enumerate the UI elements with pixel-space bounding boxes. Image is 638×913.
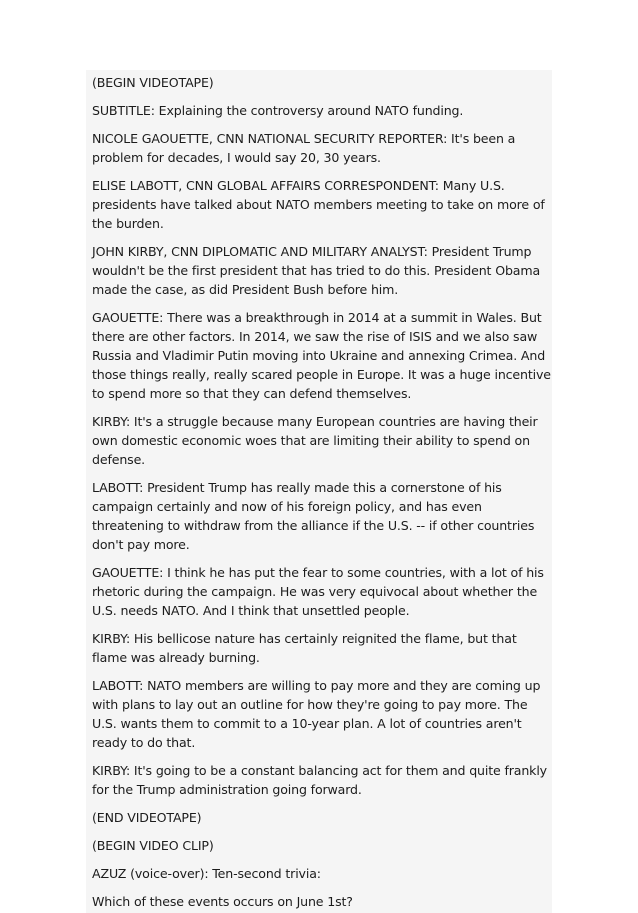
transcript-paragraph: (BEGIN VIDEO CLIP) xyxy=(92,838,214,853)
transcript-paragraph: KIRBY: His bellicose nature has certainly reignited the flame, but that flame was already burning. xyxy=(92,631,517,665)
transcript-paragraph: LABOTT: NATO members are willing to pay more and they are coming up with plans to lay out an outline for how they're going to pay more. The U.S. wants them to commit to a 10-year plan. A lot of countries aren't ready to do that. xyxy=(92,678,541,750)
transcript-paragraph: (END VIDEOTAPE) xyxy=(92,810,202,825)
transcript-paragraph: KIRBY: It's going to be a constant balancing act for them and quite frankly for the Trump administration going forward. xyxy=(92,763,547,797)
transcript-paragraph: SUBTITLE: Explaining the controversy around NATO funding. xyxy=(92,103,464,118)
transcript-paragraph: JOHN KIRBY, CNN DIPLOMATIC AND MILITARY ANALYST: President Trump wouldn't be the first president that has tried to do this. President Obama made the case, as did President Bush before him. xyxy=(92,244,541,297)
transcript-paragraph: AZUZ (voice-over): Ten-second trivia: xyxy=(92,866,321,881)
transcript-paragraph: GAOUETTE: There was a breakthrough in 2014 at a summit in Wales. But there are other factors. In 2014, we saw the rise of ISIS and we also saw Russia and Vladimir Putin moving into Ukraine and annexing Crimea. And those things really, really scared people in Europe. It was a huge incentive to spend more so that they can defend themselves. xyxy=(92,310,551,401)
transcript-paragraph: GAOUETTE: I think he has put the fear to some countries, with a lot of his rhetoric during the campaign. He was very equivocal about whether the U.S. needs NATO. And I think that unsettled people. xyxy=(92,565,544,618)
transcript-paragraph: ELISE LABOTT, CNN GLOBAL AFFAIRS CORRESPONDENT: Many U.S. presidents have talked about NATO members meeting to take on more of the burden. xyxy=(92,178,545,231)
transcript-paragraph: (BEGIN VIDEOTAPE) xyxy=(92,75,214,90)
transcript-body xyxy=(86,70,552,913)
transcript-paragraph: KIRBY: It's a struggle because many European countries are having their own domestic economic woes that are limiting their ability to spend on defense. xyxy=(92,414,538,467)
transcript-paragraph: Which of these events occurs on June 1st? xyxy=(92,894,353,909)
transcript-paragraph: NICOLE GAOUETTE, CNN NATIONAL SECURITY REPORTER: It's been a problem for decades, I would say 20, 30 years. xyxy=(92,131,516,165)
transcript-paragraph: LABOTT: President Trump has really made this a cornerstone of his campaign certainly and now of his foreign policy, and has even threatening to withdraw from the alliance if the U.S. -- if other countries don't pay more. xyxy=(92,480,535,552)
